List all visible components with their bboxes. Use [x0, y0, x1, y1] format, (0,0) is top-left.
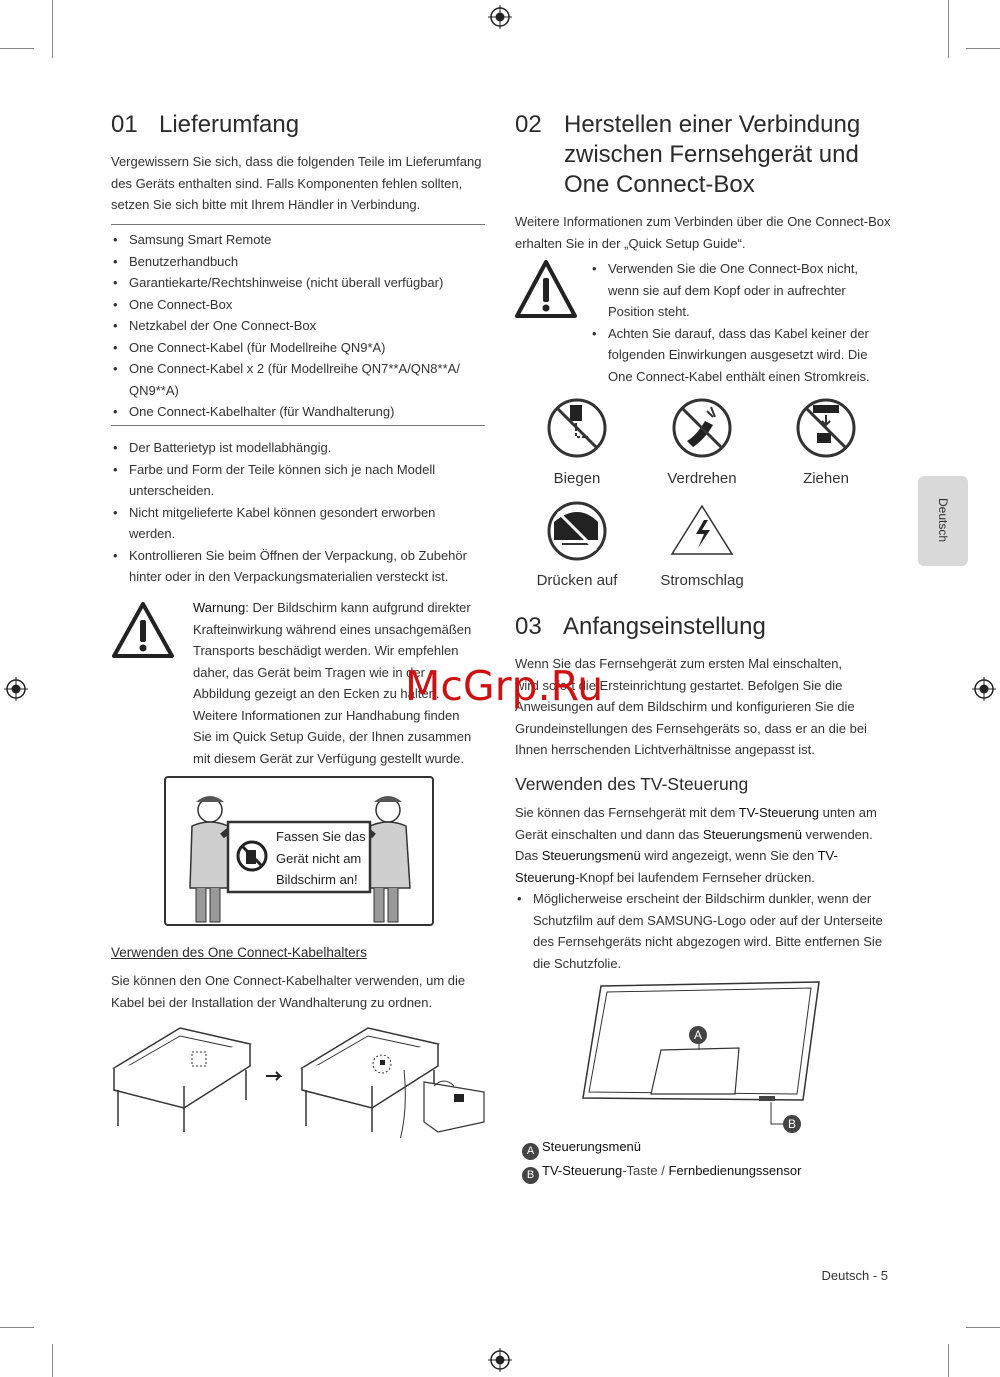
crop-mark [966, 48, 1000, 49]
cable-holder-illustration [108, 1020, 493, 1138]
crop-mark [948, 1344, 949, 1377]
tv-control-notes [515, 888, 900, 974]
marker-a: A [689, 1026, 707, 1044]
marker-b: B [783, 1115, 801, 1133]
list-item: • Benutzerhandbuch [111, 251, 485, 273]
section-02-heading [515, 110, 895, 200]
list-item: • One Connect-Box [111, 294, 485, 316]
contents-list [111, 229, 485, 423]
list-item: • Achten Sie darauf, dass das Kabel keiner der folgenden Einwirkungen ausgesetzt wird. Die One Connect-Kabel enthält einen Stromkreis. [590, 323, 900, 388]
watermark: McGrp.Ru [405, 662, 604, 710]
no-bending-icon [546, 397, 608, 459]
section-number: 03 [515, 613, 542, 640]
section-01-heading [111, 110, 299, 140]
legend-marker-b: B [522, 1167, 539, 1184]
carry-illustration [164, 776, 434, 926]
carry-caption: Fassen Sie das Gerät nicht am Bildschirm an! [276, 829, 366, 887]
figure-legend: A Steuerungsmenü B TV-Steuerung-Taste / Fernbedienungssensor [522, 1136, 801, 1184]
list-item: • Möglicherweise erscheint der Bildschirm dunkler, wenn der Schutzfilm auf dem SAMSUNG-Logo oder auf der Unterseite des Fernsehgeräts nicht abgezogen wird. Bitte entfernen Sie die Schutzfolie. [515, 888, 900, 974]
section-02-intro: Weitere Informationen zum Verbinden über die One Connect-Box erhalten Sie in der „Quick Setup Guide“. [515, 214, 891, 251]
no-pressing-icon [546, 500, 608, 562]
list-item: • Der Batterietyp ist modellabhängig. [111, 437, 485, 459]
registration-mark-icon [4, 677, 28, 701]
list-item: • Nicht mitgelieferte Kabel können gesondert erworben werden. [111, 502, 485, 545]
text-line: Vergewissern Sie sich, dass die folgenden Teile im Lieferumfang [111, 154, 482, 169]
list-item: • Verwenden Sie die One Connect-Box nicht, wenn sie auf dem Kopf oder in aufrechter Position steht. [590, 258, 900, 323]
tv-control-text: Sie können das Fernsehgerät mit dem TV-Steuerung unten am Gerät einschalten und dann das Steuerungsmenü verwenden. Das Steuerungsmenü wird angezeigt, wenn Sie den TV- Steuerung-Knopf bei laufendem Fernseher drücken. [515, 805, 877, 885]
text-line: des Geräts enthalten sind. Falls Komponenten fehlen sollten, [111, 175, 463, 191]
crop-mark [948, 0, 949, 58]
warning-text: Warnung: Der Bildschirm kann aufgrund direkter Krafteinwirkung während eines unsachgemäßen Transports beschädigt werden. Wir empfehlen daher, das Gerät beim Tragen wie in der Abbildung gezeigt an den Ecken zu halten. Weitere Informationen zur Handhabung finden Sie im Quick Setup Guide, der Ihnen zusammen mit diesem Gerät zur Verfügung gestellt wurde. [193, 600, 472, 766]
caution-list [590, 258, 900, 387]
crop-mark [52, 0, 53, 58]
icon-label: Biegen [553, 470, 601, 487]
legend-marker-a: A [522, 1143, 539, 1160]
divider [111, 425, 485, 426]
side-tab-label: Deutsch [936, 497, 950, 543]
page-footer: Deutsch - 5 [821, 1268, 888, 1283]
text-line: setzen Sie sich bitte mit Ihrem Händler in Verbindung. [111, 197, 421, 212]
list-item: • One Connect-Kabel (für Modellreihe QN9*A) [111, 337, 485, 359]
section-01-intro [111, 151, 491, 216]
section-title: Herstellen einer Verbindung [564, 111, 861, 138]
section-title: zwischen Fernsehgerät und [564, 141, 859, 168]
notes-list [111, 437, 485, 588]
section-03-heading [515, 612, 766, 642]
registration-mark-icon [488, 5, 512, 29]
warning-label: Warnung [193, 600, 246, 615]
cable-holder-text: Sie können den One Connect-Kabelhalter verwenden, um die Kabel bei der Installation der Wandhalterung zu ordnen. [111, 973, 466, 1010]
no-pulling-icon [795, 397, 857, 459]
list-item: • Netzkabel der One Connect-Box [111, 315, 485, 337]
section-title: Anfangseinstellung [563, 613, 766, 640]
section-number: 01 [111, 111, 138, 138]
registration-mark-icon [488, 1348, 512, 1372]
section-title: Lieferumfang [159, 111, 300, 138]
tv-control-subheading: Verwenden des TV-Steuerung [515, 774, 749, 794]
icon-label: Verdrehen [667, 470, 737, 487]
list-item: • Kontrollieren Sie beim Öffnen der Verpackung, ob Zubehör hinter oder in den Verpackungsmaterialien versteckt ist. [111, 545, 485, 588]
electric-shock-icon [670, 502, 734, 558]
icon-label: Ziehen [803, 470, 849, 487]
crop-mark [0, 1327, 34, 1328]
divider [111, 224, 485, 225]
list-item: • Garantiekarte/Rechtshinweise (nicht überall verfügbar) [111, 272, 485, 294]
cable-holder-subheading: Verwenden des One Connect-Kabelhalters [111, 945, 367, 960]
registration-mark-icon [972, 677, 996, 701]
list-item: • One Connect-Kabelhalter (für Wandhalterung) [111, 401, 485, 423]
crop-mark [0, 48, 34, 49]
section-number: 02 [515, 111, 542, 138]
list-item: • Samsung Smart Remote [111, 229, 485, 251]
list-item: • Farbe und Form der Teile können sich je nach Modell unterscheiden. [111, 459, 485, 502]
crop-mark [52, 1344, 53, 1377]
list-item: • One Connect-Kabel x 2 (für Modellreihe QN7**A/QN8**A/ QN9**A) [111, 358, 485, 401]
section-title: One Connect-Box [564, 171, 755, 198]
no-twisting-icon [671, 397, 733, 459]
warning-icon [110, 600, 176, 660]
warning-icon [513, 258, 579, 320]
tv-rear-illustration [575, 978, 830, 1138]
section-03-intro: Wenn Sie das Fernsehgerät zum ersten Mal einschalten, wird sofort die Ersteinrichtung gestartet. Befolgen Sie die Anweisungen auf dem Bildschirm und konfigurieren Sie die Grundeinstellungen des Fernsehgeräts so, dass er an die bei Ihnen herrschenden Lichtverhältnisse angepasst ist. [515, 656, 867, 757]
crop-mark [966, 1327, 1000, 1328]
icon-label: Stromschlag [660, 572, 744, 589]
icon-label: Drücken auf [536, 572, 618, 589]
